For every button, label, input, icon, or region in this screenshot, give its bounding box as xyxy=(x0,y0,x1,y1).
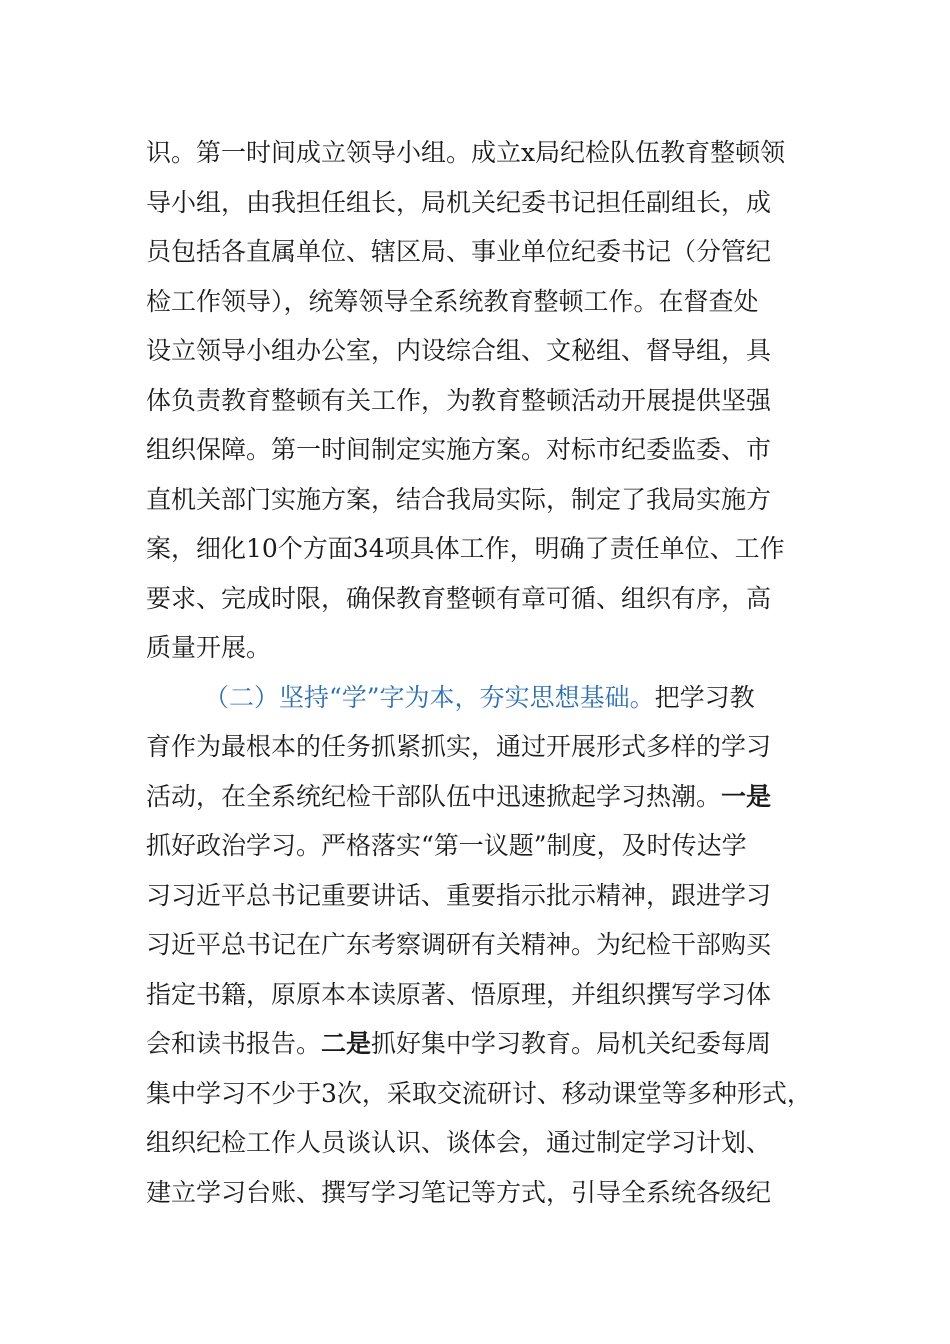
text-segment: 直机关部门实施方案，结合我局实际，制定了我局实施方 xyxy=(146,484,772,514)
text-line xyxy=(146,633,271,663)
text-segment: 识。第一时间成立领导小组。成立x局纪检队伍教育整顿领 xyxy=(146,138,786,167)
text-line xyxy=(146,237,771,267)
text-line xyxy=(146,930,771,960)
text-segment: 会和读书报告。 xyxy=(146,1029,322,1058)
text-line xyxy=(146,336,771,366)
text-line xyxy=(146,980,771,1010)
text-line xyxy=(146,782,771,812)
text-line xyxy=(146,138,785,168)
text-segment: 组织纪检工作人员谈认识、谈体会，通过制定学习计划、 xyxy=(146,1128,772,1157)
text-segment: 组织保障。第一时间制定实施方案。对标市纪委监委、市 xyxy=(146,435,772,464)
text-line xyxy=(146,831,747,861)
text-segment: 员包括各直属单位、辖区局、事业单位纪委书记（分管纪 xyxy=(146,237,772,266)
text-line xyxy=(146,386,771,416)
text-line xyxy=(146,732,771,762)
text-segment: 导小组，由我担任组长，局机关纪委书记担任副组长，成 xyxy=(146,187,772,217)
text-segment: 指定书籍，原原本本读原著、悟原理，并组织撰写学习体 xyxy=(146,979,772,1009)
text-segment: 把学习教 xyxy=(654,682,755,712)
text-segment: 建立学习台账、撰写学习笔记等方式，引导全系统各级纪 xyxy=(146,1177,772,1207)
text-line xyxy=(146,1029,771,1059)
bold-text: 二是 xyxy=(321,1029,372,1058)
text-line xyxy=(146,881,771,911)
text-segment: 抓好集中学习教育。局机关纪委每周 xyxy=(371,1029,772,1058)
text-line xyxy=(146,1079,812,1109)
text-line xyxy=(146,1128,771,1158)
text-segment: 习习近平总书记重要讲话、重要指示批示精神，跟进学习 xyxy=(146,880,772,910)
text-segment: 习近平总书记在广东考察调研有关精神。为纪检干部购买 xyxy=(146,930,772,959)
text-segment: 活动，在全系统纪检干部队伍中迅速掀起学习热潮。 xyxy=(146,781,722,811)
text-line xyxy=(146,485,771,515)
text-segment: 集中学习不少于3次，采取交流研讨、移动课堂等多种形式， xyxy=(146,1078,812,1108)
text-line xyxy=(146,534,785,564)
text-segment: 检工作领导），统筹领导全系统教育整顿工作。在督查处 xyxy=(146,286,759,316)
text-segment: 体负责教育整顿有关工作，为教育整顿活动开展提供坚强 xyxy=(146,385,772,415)
text-line xyxy=(146,1178,771,1208)
text-line xyxy=(146,188,771,218)
text-segment: 设立领导小组办公室，内设综合组、文秘组、督导组，具 xyxy=(146,336,772,365)
text-line xyxy=(146,435,771,465)
bold-text: 一是 xyxy=(721,781,772,811)
text-segment: 案，细化10个方面34项具体工作，明确了责任单位、工作 xyxy=(146,534,785,563)
text-line xyxy=(146,287,759,317)
text-segment: 抓好政治学习。严格落实“第一议题”制度，及时传达学 xyxy=(146,831,747,860)
text-line xyxy=(146,584,771,614)
text-line xyxy=(204,683,755,713)
section-heading: （二）坚持“学”字为本，夯实思想基础。 xyxy=(204,682,655,712)
text-segment: 育作为最根本的任务抓紧抓实，通过开展形式多样的学习 xyxy=(146,732,772,761)
text-segment: 质量开展。 xyxy=(146,633,272,662)
text-segment: 要求、完成时限，确保教育整顿有章可循、组织有序，高 xyxy=(146,583,772,613)
